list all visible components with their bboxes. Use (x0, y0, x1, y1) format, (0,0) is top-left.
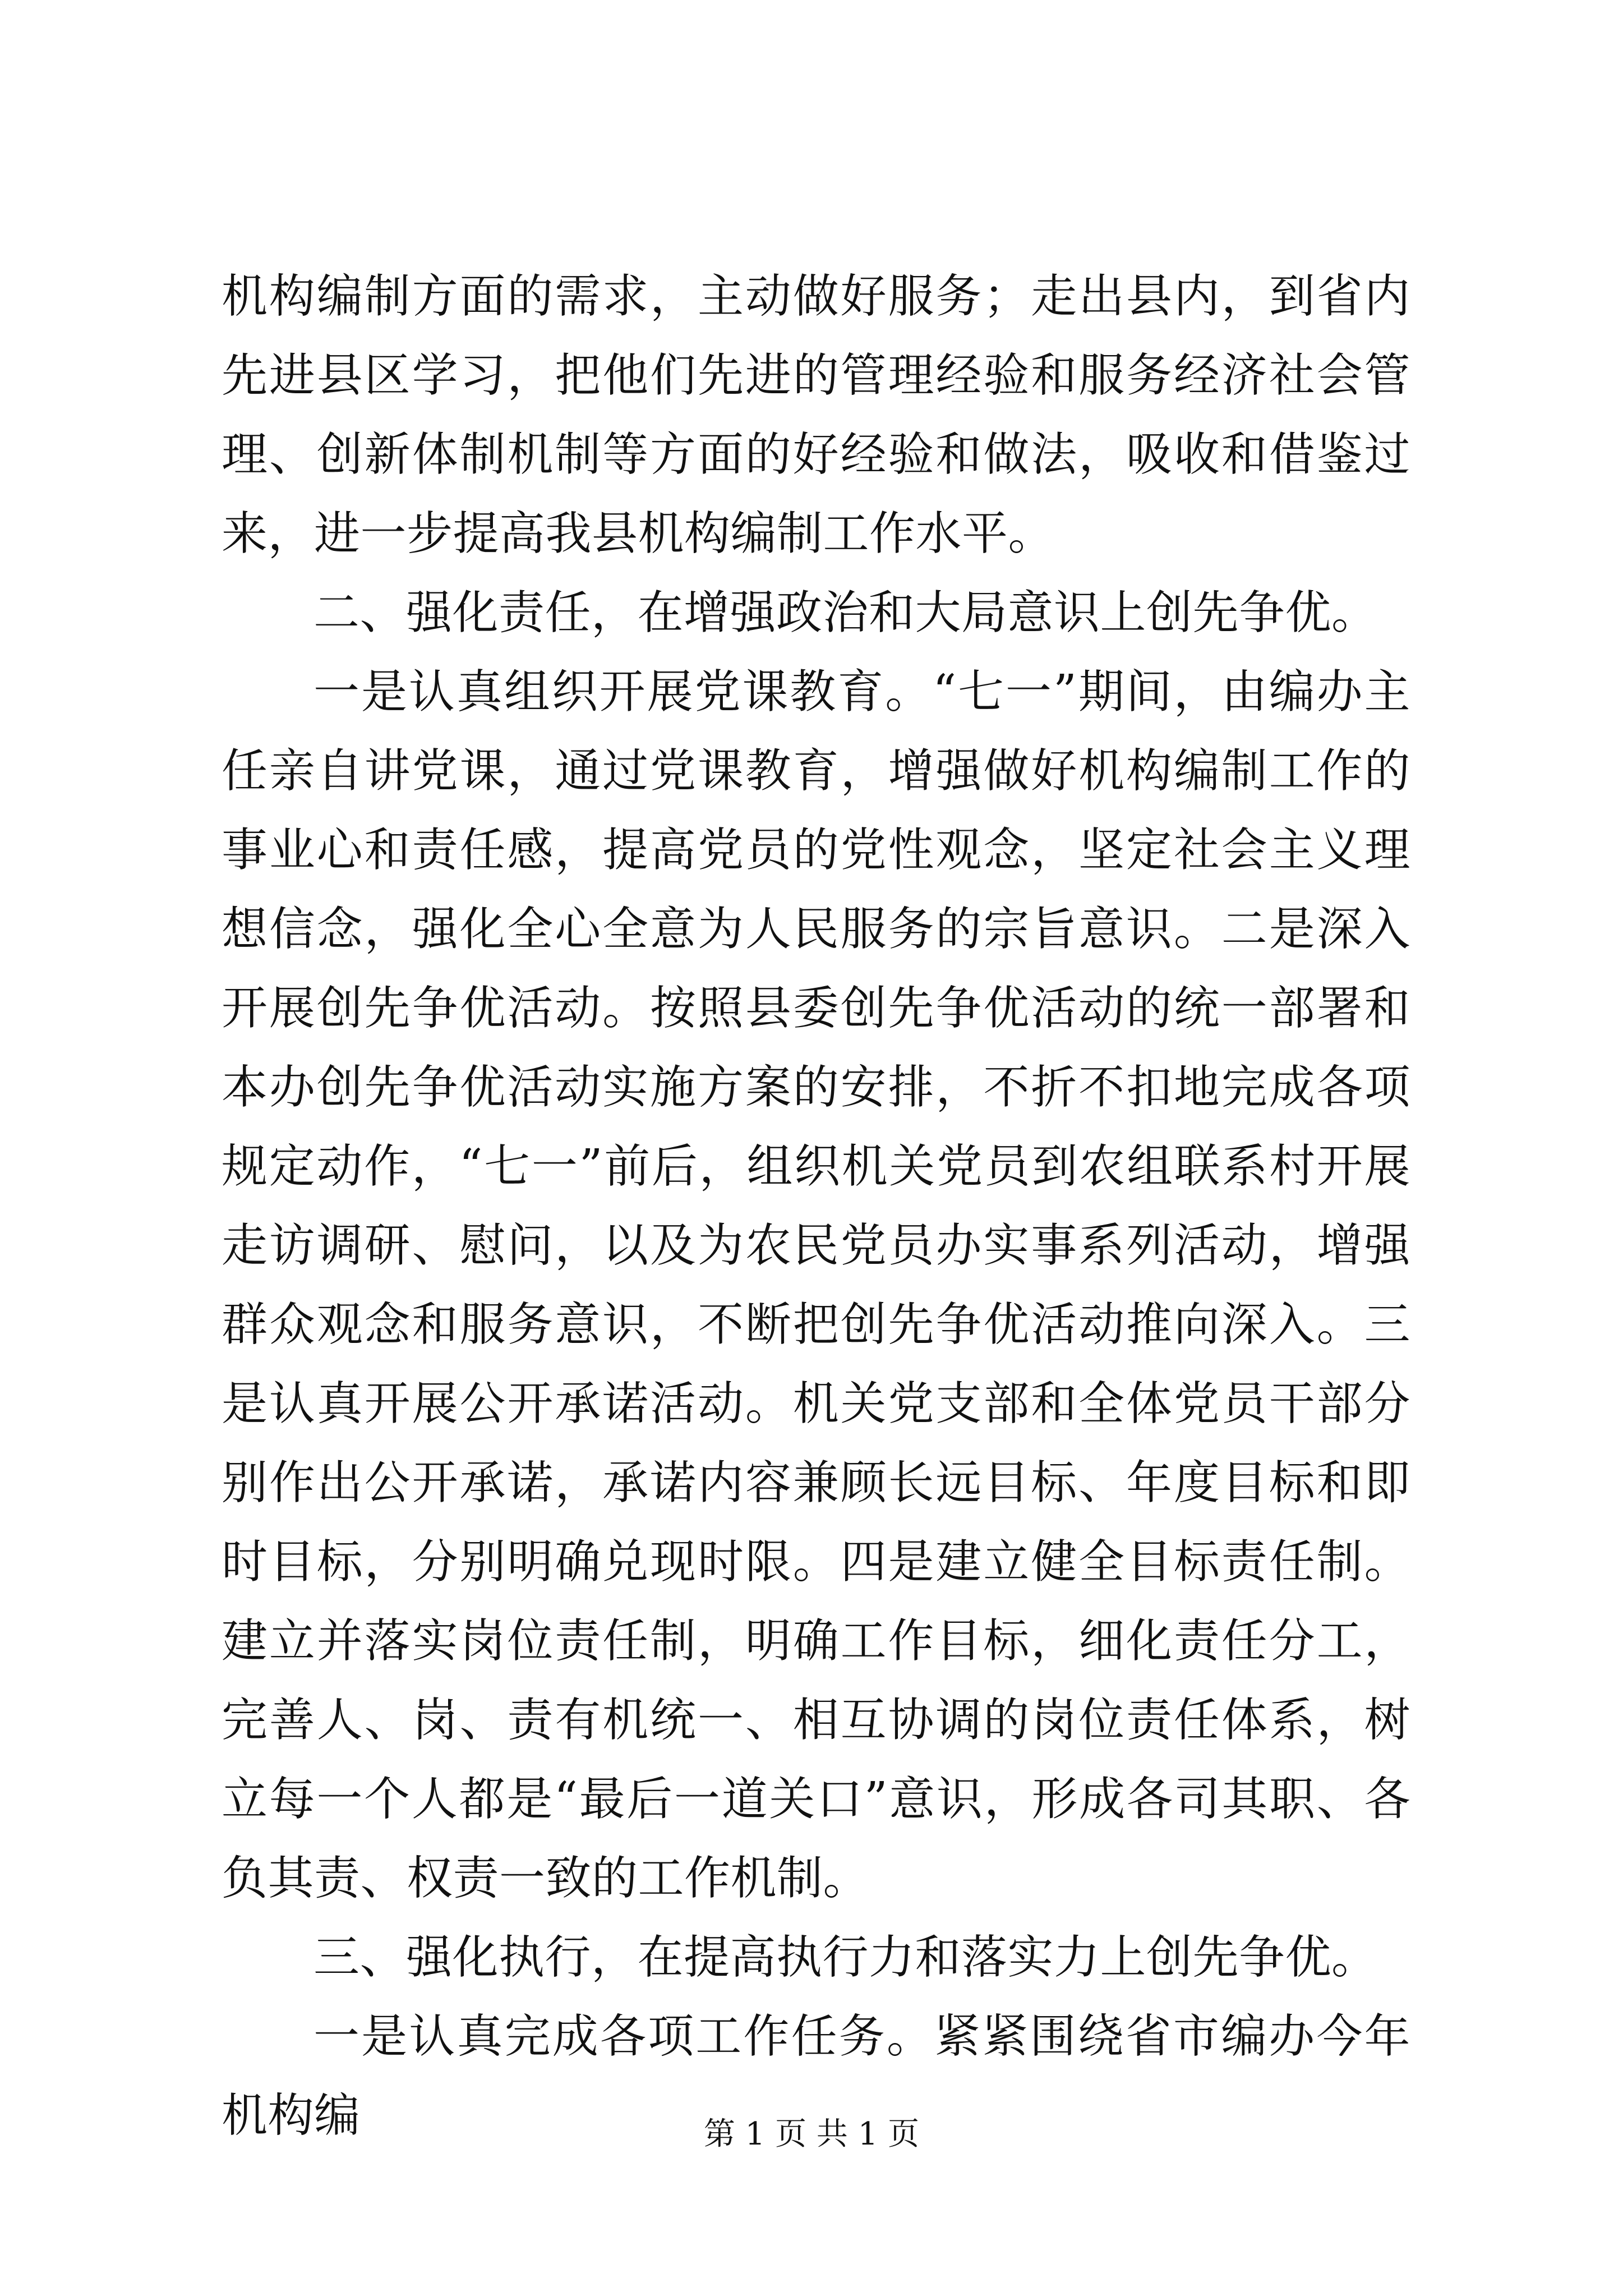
section-heading-3: 三、强化执行，在提高执行力和落实力上创先争优。 (313, 1931, 1378, 1984)
section-heading-2: 二、强化责任，在增强政治和大局意识上创先争优。 (313, 586, 1378, 639)
paragraph-3: 一是认真组织开展党课教育。“七一”期间，由编办主任亲自讲党课，通过党课教育，增强做好机构编制工作的事业心和责任感，提高党员的党性观念，坚定社会主义理想信念，强化全心全意为人民服务的宗旨意识。二是深入开展创先争优活动。按照县委创先争优活动的统一部署和本办创先争优活动实施方案的安排，不折不扣地完成各项规定动作，“七一”前后，组织机关党员到农组联系村开展走访调研、慰问，以及为农民党员办实事系列活动，增强群众观念和服务意识，不断把创先争优活动推向深入。三是认真开展公开承诺活动。机关党支部和全体党员干部分别作出公开承诺，承诺内容兼顾长远目标、年度目标和即时目标，分别明确兑现时限。四是建立健全目标责任制。建立并落实岗位责任制，明确工作目标，细化责任分工，完善人、岗、责有机统一、相互协调的岗位责任体系，树立每一个人都是“最后一道关口”意识，形成各司其职、各负其责、权责一致的工作机制。 (222, 665, 1410, 1905)
document-body (222, 257, 1410, 2155)
paragraph-5: 一是认真完成各项工作任务。紧紧围绕省市编办今年机构编 (222, 2010, 1410, 2142)
paragraph-1: 机构编制方面的需求，主动做好服务；走出县内，到省内先进县区学习，把他们先进的管理经验和服务经济社会管理、创新体制机制等方面的好经验和做法，吸收和借鉴过来，进一步提高我县机构编制工作水平。 (222, 270, 1410, 560)
page-footer: 第 1 页 共 1 页 (703, 2116, 920, 2152)
